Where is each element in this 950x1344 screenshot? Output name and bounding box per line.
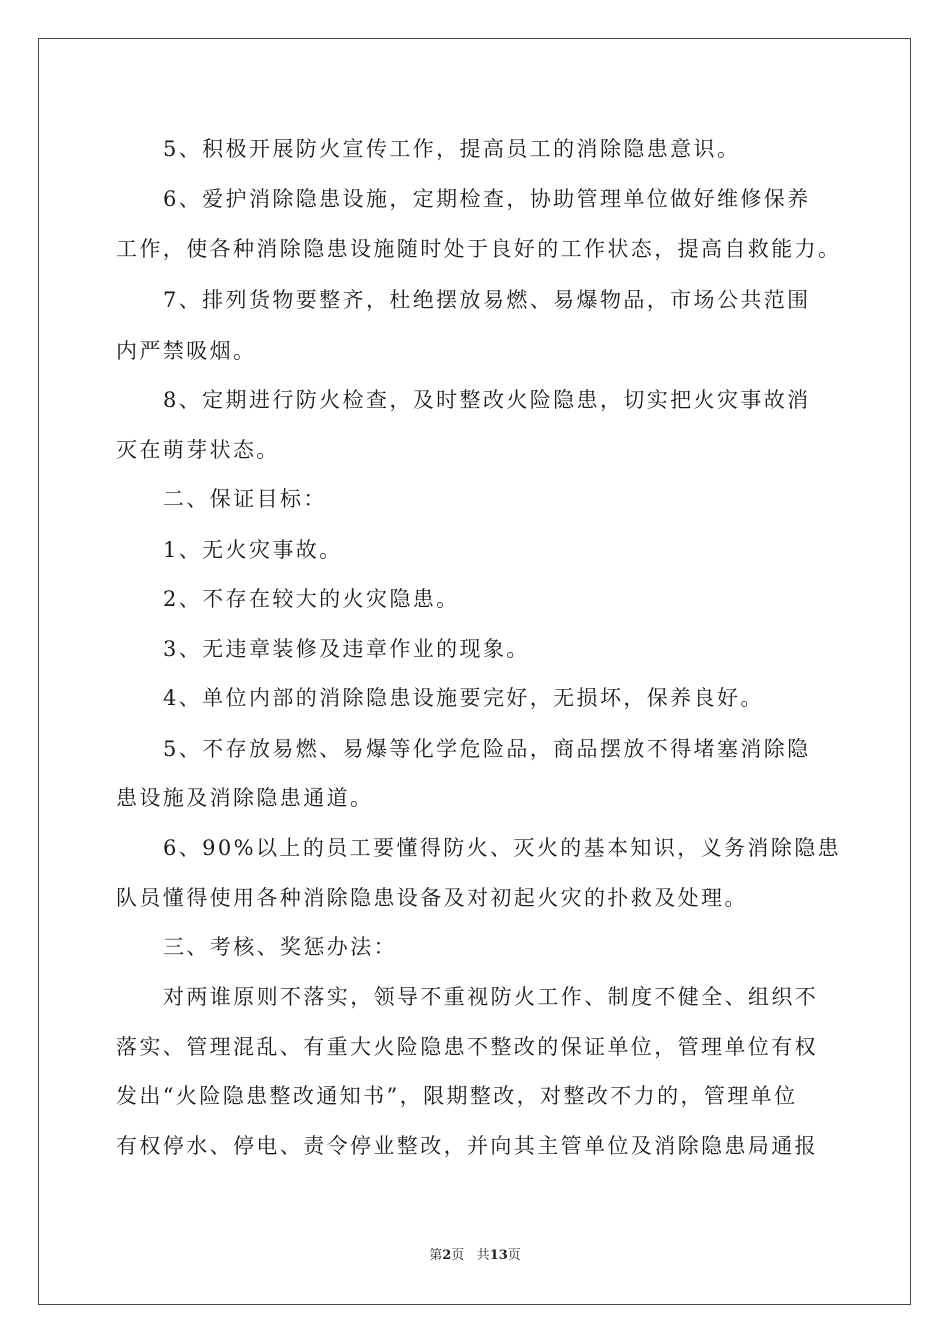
paragraph-line: 4、单位内部的消除隐患设施要完好，无损坏，保养良好。 (163, 686, 764, 710)
page-border (38, 38, 911, 1305)
page-suffix: 页 (451, 1248, 465, 1263)
paragraph-line: 对两谁原则不落实，领导不重视防火工作、制度不健全、组织不 (163, 985, 819, 1009)
section-heading: 二、保证目标： (163, 487, 327, 511)
page-prefix: 第 (429, 1248, 443, 1263)
page-footer (0, 1247, 950, 1265)
paragraph-line: 有权停水、停电、责令停业整改，并向其主管单位及消除隐患局通报 (116, 1134, 818, 1158)
paragraph-line: 工作，使各种消除隐患设施随时处于良好的工作状态，提高自救能力。 (116, 237, 842, 261)
paragraph-line: 3、无违章装修及违章作业的现象。 (163, 637, 530, 661)
paragraph-line: 灭在萌芽状态。 (116, 438, 280, 462)
total-prefix: 共 (476, 1248, 490, 1263)
paragraph-line: 内严禁吸烟。 (116, 339, 257, 363)
paragraph-line: 6、90%以上的员工要懂得防火、灭火的基本知识，义务消除隐患 (163, 836, 842, 860)
paragraph-line: 发出“火险隐患整改通知书”，限期整改，对整改不力的，管理单位 (116, 1084, 798, 1108)
paragraph-line: 5、不存放易燃、易爆等化学危险品，商品摆放不得堵塞消除隐 (163, 737, 811, 761)
paragraph-line: 患设施及消除隐患通道。 (116, 786, 374, 810)
paragraph-line: 7、排列货物要整齐，杜绝摆放易燃、易爆物品，市场公共范围 (163, 288, 811, 312)
page-total: 13 (489, 1248, 508, 1263)
section-heading: 三、考核、奖惩办法： (163, 935, 397, 959)
page-current: 2 (442, 1248, 452, 1263)
paragraph-line: 2、不存在较大的火灾隐患。 (163, 587, 460, 611)
paragraph-line: 队员懂得使用各种消除隐患设备及对初起火灾的扑救及处理。 (116, 886, 748, 910)
paragraph-line: 8、定期进行防火检查，及时整改火险隐患，切实把火灾事故消 (163, 388, 811, 412)
paragraph-line: 5、积极开展防火宣传工作，提高员工的消除隐患意识。 (163, 137, 741, 161)
paragraph-line: 1、无火灾事故。 (163, 538, 343, 562)
total-suffix: 页 (507, 1248, 521, 1263)
paragraph-line: 6、爱护消除隐患设施，定期检查，协助管理单位做好维修保养 (163, 187, 811, 211)
paragraph-line: 落实、管理混乱、有重大火险隐患不整改的保证单位，管理单位有权 (116, 1035, 818, 1059)
